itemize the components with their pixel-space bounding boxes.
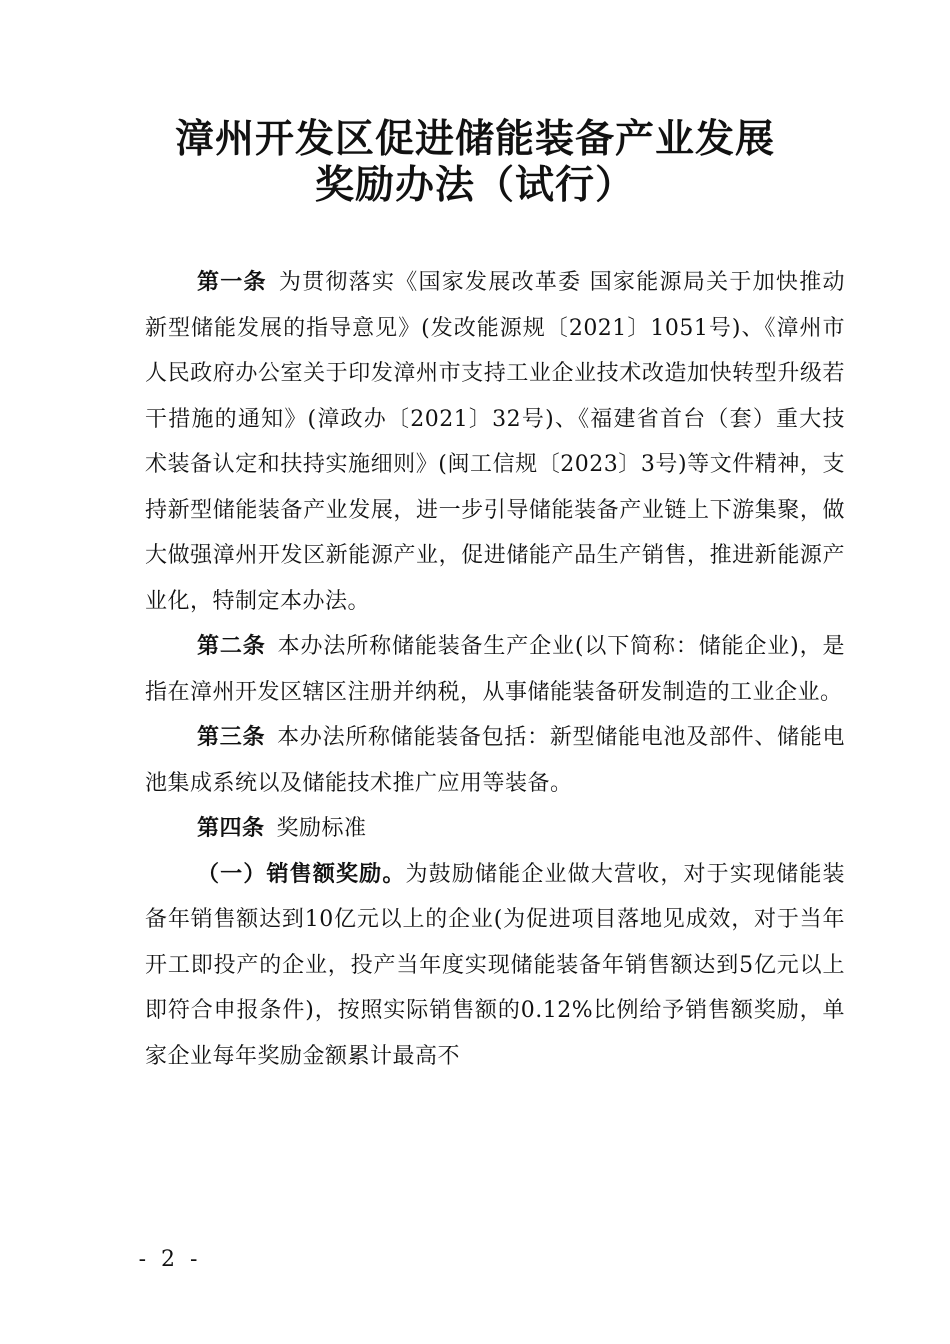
article-heading: 第三条 <box>197 725 266 750</box>
article-text: 本办法所称储能装备包括：新型储能电池及部件、储能电池集成系统以及储能技术推广应用等装备。 <box>145 725 845 796</box>
article-2 <box>145 624 845 715</box>
article-1 <box>145 260 845 624</box>
clause-lead: （一）销售额奖励。 <box>197 861 406 887</box>
document-body <box>145 260 845 1079</box>
document-title-line1: 漳州开发区促进储能装备产业发展 <box>174 116 775 162</box>
article-text: 奖励标准 <box>276 816 367 841</box>
page-number: - 2 - <box>138 1247 202 1272</box>
article-text: 为贯彻落实《国家发展改革委 国家能源局关于加快推动新型储能发展的指导意见》(发改能源规〔2021〕1051号)、《漳州市人民政府办公室关于印发漳州市支持工业企业技术改造加快转型升级若干措施的通知》(漳政办〔2021〕32号)、《福建省首台（套）重大技术装备认定和扶持实施细则》(闽工信规〔2023〕3号)等文件精神，支持新型储能装备产业发展，进一步引导储能装备产业链上下游集聚，做大做强漳州开发区新能源产业，促进储能产品生产销售，推进新能源产业化，特制定本办法。 <box>145 270 845 614</box>
article-text: 本办法所称储能装备生产企业(以下简称：储能企业)，是指在漳州开发区辖区注册并纳税，从事储能装备研发制造的工业企业。 <box>145 634 845 705</box>
clause-text: 为鼓励储能企业做大营收，对于实现储能装备年销售额达到10亿元以上的企业(为促进项目落地见成效，对于当年开工即投产的企业，投产当年度实现储能装备年销售额达到5亿元以上即符合申报条件)，按照实际销售额的0.12%比例给予销售额奖励，单家企业每年奖励金额累计最高不 <box>145 861 845 1069</box>
article-heading: 第二条 <box>197 634 266 659</box>
article-4 <box>145 806 845 852</box>
article-3 <box>145 715 845 806</box>
article-heading: 第一条 <box>197 270 267 295</box>
document-title-line2: 奖励办法（试行） <box>314 162 635 208</box>
article-heading: 第四条 <box>197 816 265 841</box>
clause-1 <box>145 852 845 1080</box>
